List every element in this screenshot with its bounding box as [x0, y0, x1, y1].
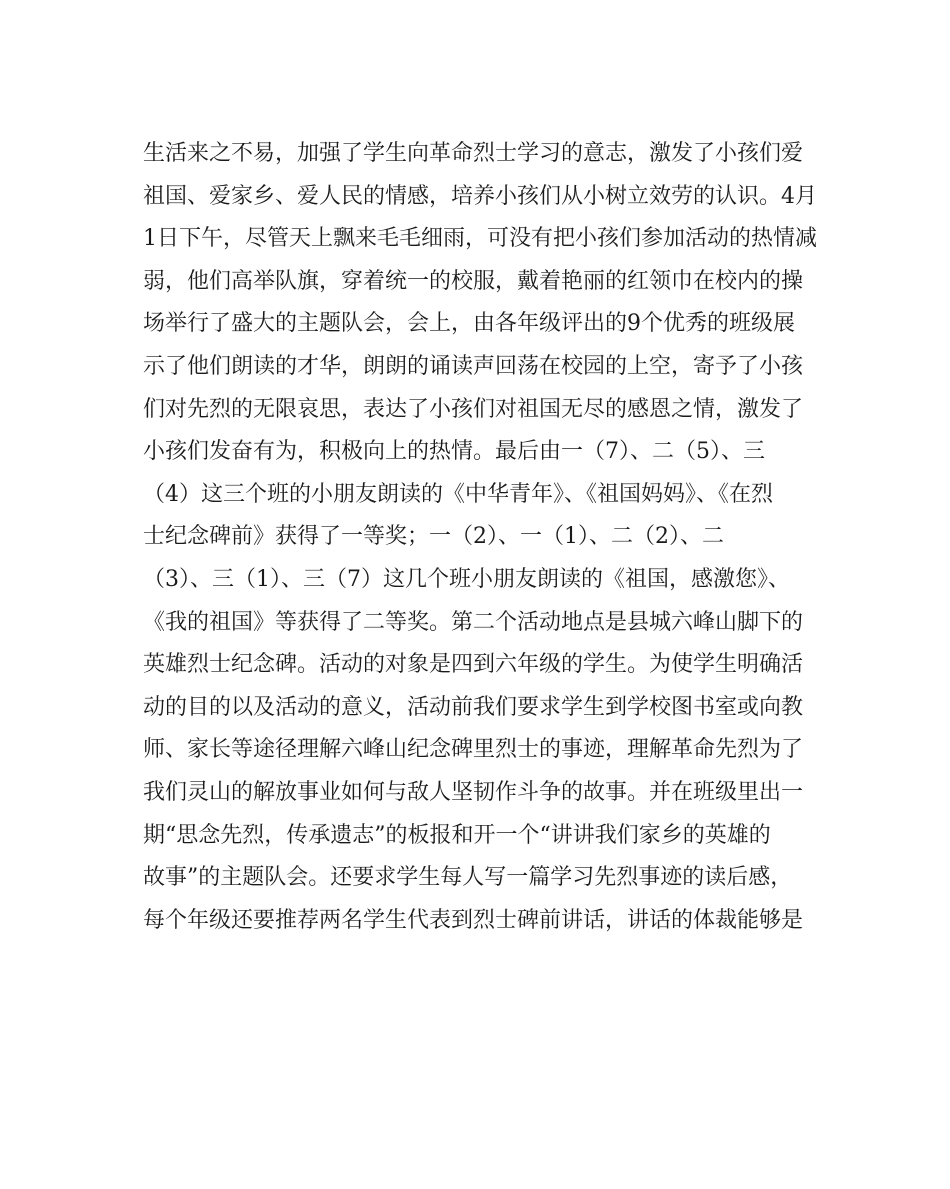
text-line: （3）、三（1）、三（7）这几个班小朋友朗读的《祖国，感激您》、: [143, 566, 790, 592]
text-line: 祖国、爱家乡、爱人民的情感，培养小孩们从小树立效劳的认识。4月: [143, 183, 817, 209]
text-line: （4）这三个班的小朋友朗读的《中华青年》、《祖国妈妈》、《在烈: [143, 481, 773, 507]
text-line: 1日下午，尽管天上飘来毛毛细雨，可没有把小孩们参加活动的热情减: [143, 226, 817, 252]
text-line: 生活来之不易，加强了学生向革命烈士学习的意志，激发了小孩们爱: [143, 141, 804, 166]
text-line: 英雄烈士纪念碑。活动的对象是四到六年级的学生。为使学生明确活: [143, 652, 804, 678]
text-line: 师、家长等途径理解六峰山纪念碑里烈士的事迹，理解革命先烈为了: [143, 737, 804, 763]
text-line: 弱，他们高举队旗，穿着统一的校服，戴着艳丽的红领巾在校内的操: [143, 268, 804, 294]
text-line: 每个年级还要推荐两名学生代表到烈士碑前讲话，讲话的体裁能够是: [143, 907, 804, 933]
text-line: 我们灵山的解放事业如何与敌人坚韧作斗争的故事。并在班级里出一: [143, 779, 804, 805]
text-line: 故事”的主题队会。还要求学生每人写一篇学习先烈事迹的读后感，: [143, 865, 793, 891]
text-line: 士纪念碑前》获得了一等奖；一（2）、一（1）、二（2）、二: [143, 524, 724, 550]
text-line: 小孩们发奋有为，积极向上的热情。最后由一（7）、二（5）、三: [143, 439, 765, 465]
text-line: 动的目的以及活动的意义，活动前我们要求学生到学校图书室或向教: [143, 694, 804, 720]
text-line: 期“思念先烈，传承遗志”的板报和开一个“讲讲我们家乡的英雄的: [143, 822, 771, 848]
text-line: 场举行了盛大的主题队会，会上，由各年级评出的9个优秀的班级展: [143, 311, 795, 337]
text-line: 示了他们朗读的才华，朗朗的诵读声回荡在校园的上空，寄予了小孩: [143, 353, 804, 379]
text-line: 《我的祖国》等获得了二等奖。第二个活动地点是县城六峰山脚下的: [143, 609, 804, 635]
body-paragraph: [143, 133, 823, 942]
text-line: 们对先烈的无限哀思，表达了小孩们对祖国无尽的感恩之情，激发了: [143, 396, 804, 422]
